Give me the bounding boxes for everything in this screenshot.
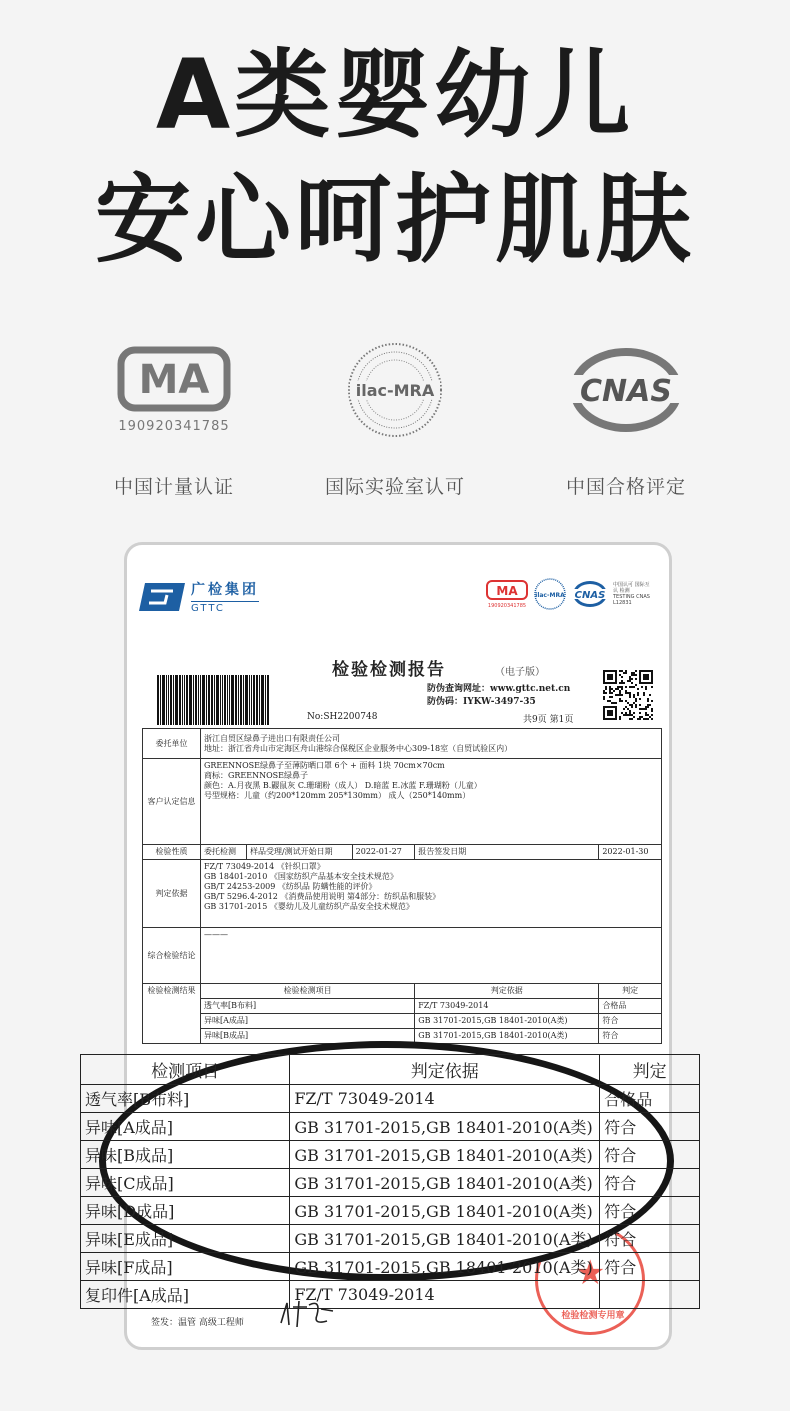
zoom-cell-verdict: 符合 [600, 1225, 700, 1253]
cma-logo-icon [74, 340, 274, 440]
svg-text:CNAS: CNAS [574, 590, 606, 601]
mini-cnas-text: 中国认可 国际互认 检测 TESTING CNAS L12831 [613, 582, 650, 606]
zoom-table-row [81, 1225, 700, 1253]
table-row [143, 1014, 662, 1029]
client-label: 委托单位 [143, 729, 201, 759]
zoom-cell-item: 复印件[A成品] [81, 1281, 290, 1309]
cert-label-cma: 中国计量认证 [113, 476, 234, 498]
table-row [143, 759, 662, 845]
zoom-table-row [81, 1169, 700, 1197]
svg-text:190920341785: 190920341785 [487, 603, 527, 609]
zoom-table-row [81, 1085, 700, 1113]
verify-code: 防伪码：IYKW-3497-35 [427, 697, 536, 707]
cert-cnas [526, 340, 726, 499]
zoom-cell-item: 异味[A成品] [81, 1113, 290, 1141]
result-basis: GB 31701-2015,GB 18401-2010(A类) [415, 1029, 599, 1044]
signer: 签发：温管 高级工程师 [151, 1318, 244, 1328]
report-card [85, 542, 672, 1350]
headline-line-1: A类婴幼儿 [155, 39, 635, 151]
zoom-table-row [81, 1113, 700, 1141]
svg-text:MA: MA [496, 584, 518, 598]
nature-label: 检验性质 [143, 845, 201, 860]
ilac-mra-logo-icon [295, 340, 495, 440]
issue-date-label: 报告签发日期 [415, 845, 599, 860]
results-header-item: 检验检测项目 [201, 984, 415, 999]
sample-date-value: 2022-01-27 [352, 845, 415, 860]
zoom-cell-item: 透气率[B布料] [81, 1085, 290, 1113]
zoom-table-row [81, 1197, 700, 1225]
zoom-cell-basis: FZ/T 73049-2014 [290, 1281, 600, 1309]
table-row [143, 999, 662, 1014]
zoom-cell-basis: GB 31701-2015,GB 18401-2010(A类) [290, 1113, 600, 1141]
zoom-table [80, 1054, 700, 1309]
zoom-cell-verdict: 符合 [600, 1253, 700, 1281]
results-header-verdict: 判定 [599, 984, 662, 999]
table-row [143, 860, 662, 928]
zoom-table-row [81, 1141, 700, 1169]
zoom-cell-verdict: 符合 [600, 1141, 700, 1169]
zoom-cell-item: 异味[E成品] [81, 1225, 290, 1253]
cert-cma [74, 340, 274, 499]
headline-line-2: 安心呵护肌肤 [95, 164, 695, 276]
basis-value: FZ/T 73049-2014 《针织口罩》 GB 18401-2010 《国家纺织产品基本安全技术规范》 GB/T 24253-2009 《纺织品 防螨性能的评价》 GB/T 5296.4-2012 《消费品使用说明 第4部分：纺织品和服装》 GB 31701-2015 《婴幼儿及儿童纺织产品安全技术规范》 [201, 860, 662, 928]
svg-text:CNAS: CNAS [580, 374, 672, 409]
result-item: 透气率[B布料] [201, 999, 415, 1014]
test-report-document [85, 545, 669, 1347]
table-row [143, 729, 662, 759]
cert-label-cnas: 中国合格评定 [565, 476, 686, 498]
cma-number: 190920341785 [118, 418, 230, 434]
zoom-cell-basis: GB 31701-2015,GB 18401-2010(A类) [290, 1141, 600, 1169]
result-verdict: 符合 [599, 1014, 662, 1029]
zoom-cell-verdict: 符合 [600, 1169, 700, 1197]
verify-url: 防伪查询网址：www.gttc.net.cn [427, 684, 571, 694]
page-count: 共9页 第1页 [523, 715, 574, 725]
customer-value: GREENNOSE绿鼻子至薄防晒口罩 6个 + 面料 1块 70cm×70cm 商标：GREENNOSE绿鼻子 颜色：A.月夜黑 B.鼹鼠灰 C.珊瑚粉（成人） D.暗蓝 E.冰蓝 F.珊瑚粉（儿童） 号型规格：儿童（约200*120mm 205*130mm） 成人（250*140mm） [201, 759, 662, 845]
signature-icon [277, 1297, 337, 1331]
seal-star-icon: ★ [575, 1253, 606, 1293]
results-label: 检验检测结果 [143, 984, 201, 1044]
zoom-cell-basis: GB 31701-2015,GB 18401-2010(A类) [290, 1197, 600, 1225]
conclusion-label: 综合检验结论 [143, 928, 201, 984]
cnas-logo-icon [526, 340, 726, 440]
table-row [143, 928, 662, 984]
mini-cma-icon [485, 579, 529, 609]
qr-code-icon [603, 670, 653, 720]
report-title: 检验检测报告 [332, 660, 446, 680]
mini-cnas-icon [571, 579, 609, 609]
conclusion-value: ——— [201, 928, 662, 984]
zoom-table-row [81, 1281, 700, 1309]
issue-date-value: 2022-01-30 [599, 845, 662, 860]
zoom-cell-verdict [600, 1281, 700, 1309]
table-row [143, 984, 662, 999]
zoom-cell-basis: FZ/T 73049-2014 [290, 1085, 600, 1113]
zoom-cell-basis: GB 31701-2015,GB 18401-2010(A类) [290, 1253, 600, 1281]
report-number: No:SH2200748 [307, 712, 378, 722]
svg-text:ilac-MRA: ilac-MRA [535, 592, 565, 599]
report-subtitle: （电子版） [495, 667, 545, 678]
zoom-header-item: 检测项目 [81, 1055, 290, 1085]
cert-ilac [295, 340, 495, 499]
zoom-cell-item: 异味[F成品] [81, 1253, 290, 1281]
zoom-magnifier [85, 1041, 674, 1305]
zoom-cell-item: 异味[C成品] [81, 1169, 290, 1197]
zoom-header-verdict: 判定 [600, 1055, 700, 1085]
result-basis: FZ/T 73049-2014 [415, 999, 599, 1014]
sample-date-label: 样品受理/测试开始日期 [246, 845, 352, 860]
zoom-header-basis: 判定依据 [290, 1055, 600, 1085]
results-header-basis: 判定依据 [415, 984, 599, 999]
verify-info [427, 683, 570, 709]
result-basis: GB 31701-2015,GB 18401-2010(A类) [415, 1014, 599, 1029]
basis-label: 判定依据 [143, 860, 201, 928]
lab-name-cn: 广检集团 [191, 582, 259, 598]
svg-text:MA: MA [138, 356, 210, 403]
zoom-cell-verdict: 符合 [600, 1113, 700, 1141]
cert-label-ilac: 国际实验室认可 [324, 476, 465, 498]
client-value: 浙江自贸区绿鼻子进出口有限责任公司 地址：浙江省舟山市定海区舟山港综合保税区企业服务中心309-18室（自贸试验区内） [201, 729, 662, 759]
seal-text: 检验检测专用章 [561, 1311, 625, 1321]
result-item: 异味[B成品] [201, 1029, 415, 1044]
customer-label: 客户认定信息 [143, 759, 201, 845]
gttc-emblem-icon [139, 581, 185, 613]
nature-value: 委托检测 [201, 845, 247, 860]
svg-text:ilac-MRA: ilac-MRA [355, 381, 435, 400]
mini-ilac-icon [533, 577, 567, 611]
mini-cert-logos [485, 577, 651, 611]
zoom-table-row [81, 1253, 700, 1281]
lab-name-en: GTTC [191, 601, 259, 614]
barcode [157, 675, 307, 725]
zoom-cell-verdict: 符合 [600, 1197, 700, 1225]
result-verdict: 符合 [599, 1029, 662, 1044]
result-item: 异味[A成品] [201, 1014, 415, 1029]
table-row [143, 845, 662, 860]
zoom-cell-item: 异味[B成品] [81, 1141, 290, 1169]
zoom-header-row [81, 1055, 700, 1085]
zoom-cell-basis: GB 31701-2015,GB 18401-2010(A类) [290, 1225, 600, 1253]
report-table [142, 728, 662, 1044]
zoom-cell-item: 异味[D成品] [81, 1197, 290, 1225]
gttc-logo [139, 579, 259, 614]
zoom-cell-basis: GB 31701-2015,GB 18401-2010(A类) [290, 1169, 600, 1197]
result-verdict: 合格品 [599, 999, 662, 1014]
zoom-cell-verdict: 合格品 [600, 1085, 700, 1113]
